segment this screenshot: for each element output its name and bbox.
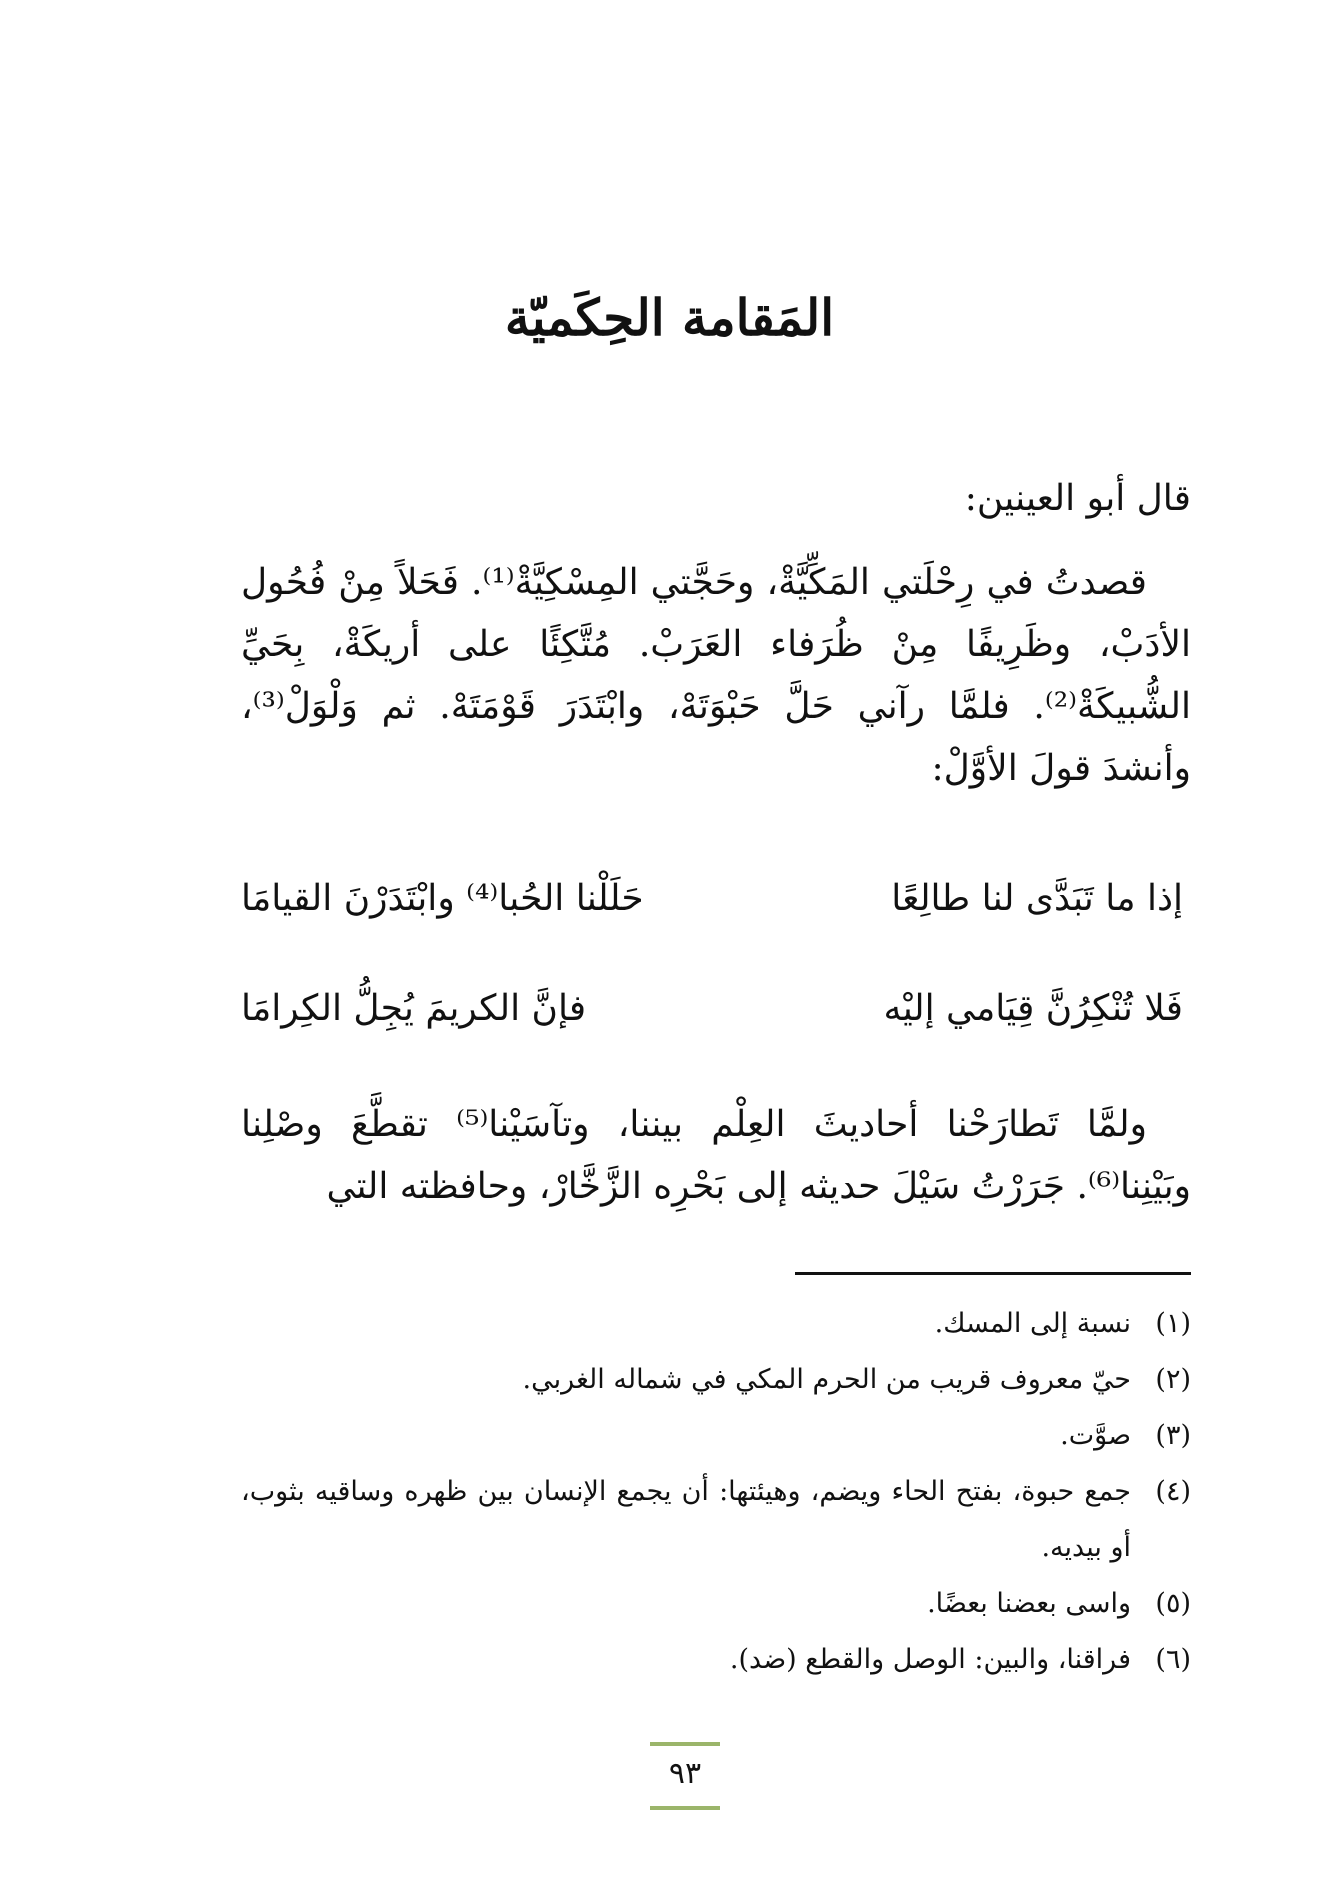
footnote-item [241, 1296, 1191, 1352]
footnote-number: (٦) [1155, 1644, 1191, 1675]
footnote-number: (٤) [1155, 1476, 1191, 1507]
footnote-text: واسى بعضنا بعضًا. [927, 1588, 1131, 1619]
page-number-bottom-rule [650, 1806, 720, 1810]
footnote-text: نسبة إلى المسك. [934, 1308, 1131, 1339]
footnote-text: حيّ معروف قريب من الحرم المكي في شماله الغربي. [522, 1364, 1131, 1395]
footnote-number: (٣) [1155, 1420, 1191, 1451]
section-title: المَقامة الحِكَميّة [504, 288, 835, 347]
footnote-number: (١) [1155, 1308, 1191, 1339]
footnote-item [241, 1352, 1191, 1408]
footnotes-list [241, 1296, 1191, 1688]
footnote-item [241, 1408, 1191, 1464]
verse-1-second-hemistich: حَلَلْنا الحُبا⁽⁴⁾ وابْتَدَرْنَ القيامَا [241, 878, 644, 919]
page-number-block [650, 1742, 720, 1812]
footnote-number: (٢) [1155, 1364, 1191, 1395]
footnote-item [241, 1576, 1191, 1632]
paragraph-2: ولمَّا تَطارَحْنا أحاديثَ العِلْم بيننا، وتآسَيْنا⁽⁵⁾ تقطَّعَ وصْلِنا وبَيْنِنا⁽⁶⁾. جَرَرْتُ سَيْلَ حديثه إلى بَحْرِه الزَّخَّارْ، وحافظته التي [241, 1104, 1191, 1207]
paragraph-1: قصدتُ في رِحْلَتي المَكِّيَّةْ، وحَجَّتي المِسْكِيَّةْ⁽¹⁾. فَحَلاً مِنْ فُحُول الأدَبْ، وظَرِيفًا مِنْ ظُرَفاء العَرَبْ. مُتَّكِئًا على أريكَةْ، بِحَيِّ الشُّبيكَةْ⁽²⁾. فلمَّا رآني حَلَّ حَبْوَتَهْ، وابْتَدَرَ قَوْمَتَهْ. ثم وَلْوَلْ⁽³⁾، وأنشدَ قولَ الأوَّلْ: [241, 562, 1191, 789]
page-number-top-rule [650, 1742, 720, 1746]
intro-line: قال أبو العينين: [964, 478, 1191, 519]
verse-line-2 [241, 988, 1191, 1058]
footnote-separator [795, 1272, 1191, 1275]
footnote-item [241, 1464, 1191, 1576]
verse-1-first-hemistich: إذا ما تَبَدَّى لنا طالِعًا [891, 878, 1183, 919]
page-number: ٩٣ [668, 1756, 702, 1791]
verse-2-second-hemistich: فإنَّ الكريمَ يُجِلُّ الكِرامَا [241, 988, 587, 1029]
footnote-text: جمع حبوة، بفتح الحاء ويضم، وهيئتها: أن يجمع الإنسان بين ظهره وساقيه بثوب، أو بيديه. [241, 1476, 1131, 1563]
footnote-text: صوَّت. [1060, 1420, 1131, 1451]
footnote-text: فراقنا، والبين: الوصل والقطع (ضد). [729, 1644, 1131, 1675]
footnote-item [241, 1632, 1191, 1688]
footnote-number: (٥) [1155, 1588, 1191, 1619]
verse-line-1 [241, 878, 1191, 948]
verse-2-first-hemistich: فَلا تُنْكِرُنَّ قِيَامي إليْه [883, 988, 1183, 1029]
